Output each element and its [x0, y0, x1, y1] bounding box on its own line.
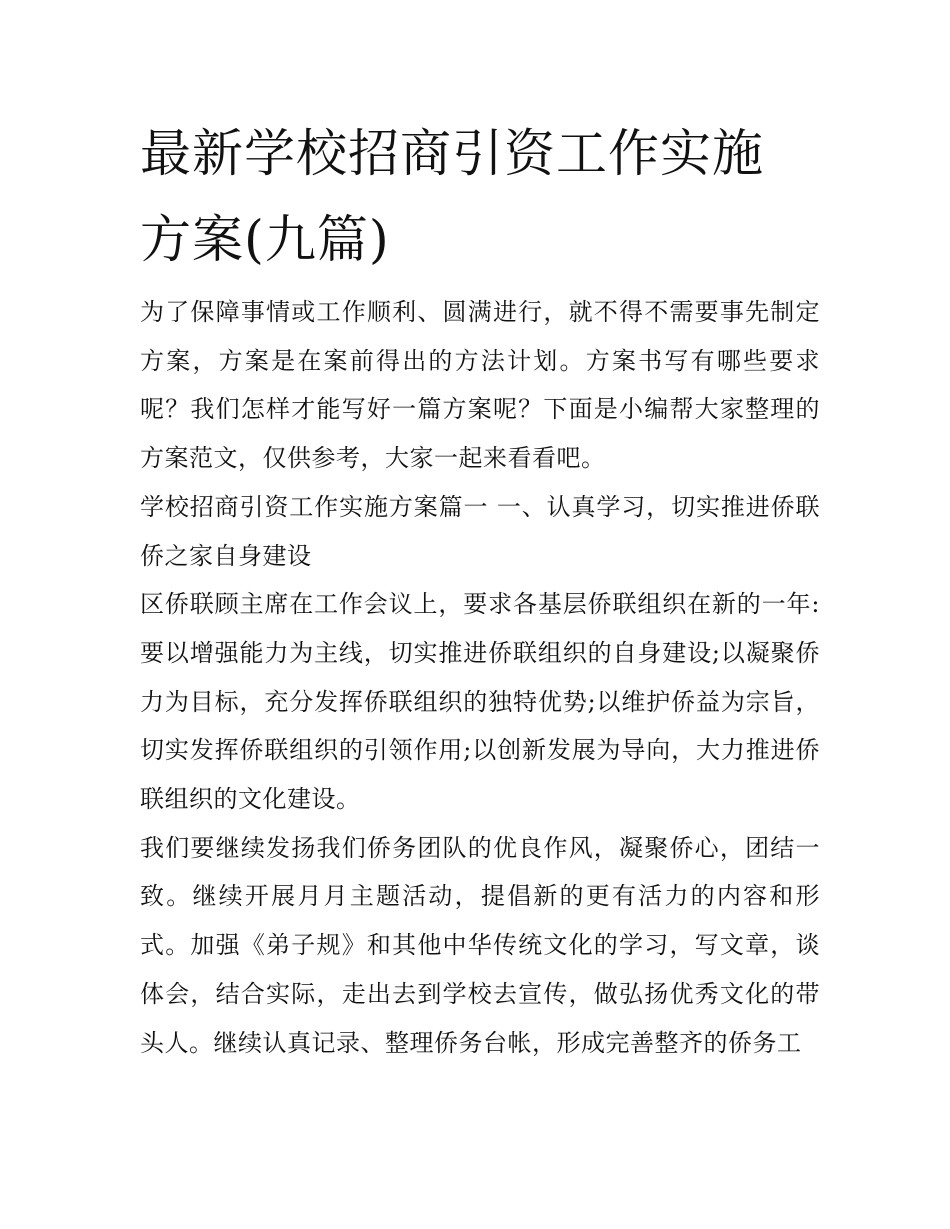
document-title: 最新学校招商引资工作实施方案(九篇)	[140, 125, 765, 270]
paragraph-body-2: 我们要继续发扬我们侨务团队的优良作风，凝聚侨心，团结一致。继续开展月月主题活动，提倡新的更有活力的内容和形式。加强《弟子规》和其他中华传统文化的学习，写文章，谈体会，结合实际，走出去到学校去宣传，做弘扬优秀文化的带头人。继续认真记录、整理侨务台帐，形成完善整齐的侨务工	[140, 833, 820, 1057]
paragraph-intro: 为了保障事情或工作顺利、圆满进行，就不得不需要事先制定方案，方案是在案前得出的方法计划。方案书写有哪些要求呢？我们怎样才能写好一篇方案呢？下面是小编帮大家整理的方案范文，仅供参考，大家一起来看看吧。	[140, 298, 820, 473]
document-page	[140, 112, 820, 1067]
paragraph-body-1: 区侨联顾主席在工作会议上，要求各基层侨联组织在新的一年:要以增强能力为主线，切实推进侨联组织的自身建设;以凝聚侨力为目标，充分发挥侨联组织的独特优势;以维护侨益为宗旨，切实发挥侨联组织的引领作用;以创新发展为导向，大力推进侨联组织的文化建设。	[140, 590, 820, 814]
paragraph-section-heading: 学校招商引资工作实施方案篇一 一、认真学习，切实推进侨联侨之家自身建设	[140, 492, 820, 570]
